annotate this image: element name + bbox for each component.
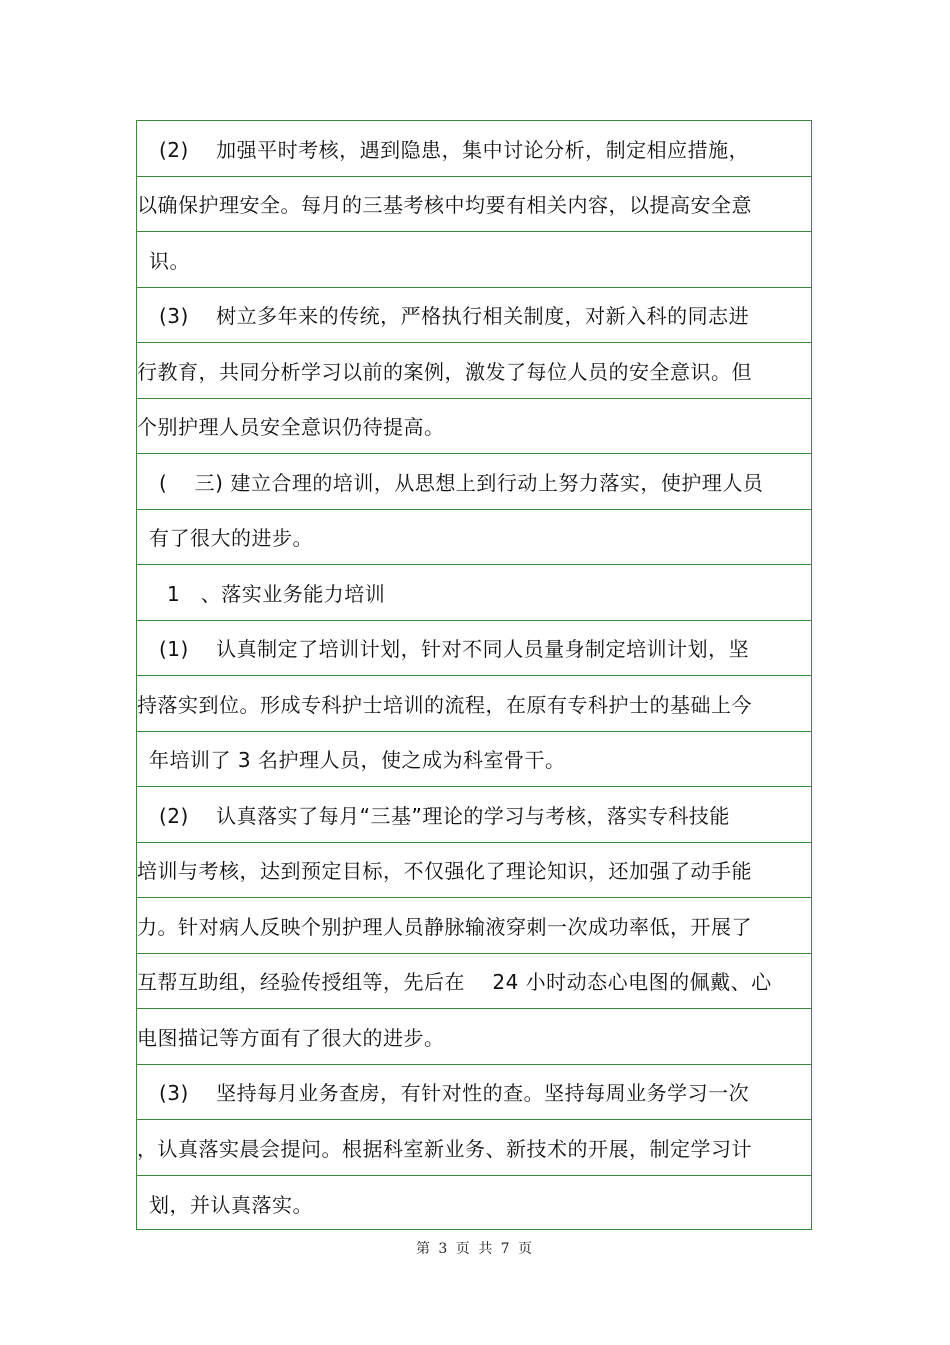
table-row (137, 1120, 811, 1176)
table-row (137, 1065, 811, 1121)
table-row (137, 510, 811, 566)
row-text: 划，并认真落实。 (149, 1192, 313, 1217)
row-text: (2) 认真落实了每月“三基”理论的学习与考核，落实专科技能 (159, 803, 730, 828)
table-row (137, 732, 811, 788)
row-text: 个别护理人员安全意识仍待提高。 (137, 415, 445, 440)
table-row (137, 676, 811, 732)
table-row (137, 621, 811, 677)
row-text: 有了很大的进步。 (149, 526, 313, 551)
table-row (137, 898, 811, 954)
row-text: (3) 树立多年来的传统，严格执行相关制度，对新入科的同志进 (159, 304, 750, 329)
row-text: (2) 加强平时考核，遇到隐患，集中讨论分析，制定相应措施， (159, 137, 750, 162)
table-row (137, 954, 811, 1010)
table-row (137, 343, 811, 399)
row-text: 互帮互助组，经验传授组等，先后在 24 小时动态心电图的佩戴、心 (137, 970, 772, 995)
row-text: 行教育，共同分析学习以前的案例，激发了每位人员的安全意识。但 (137, 359, 752, 384)
row-text: ( 三) 建立合理的培训，从思想上到行动上努力落实，使护理人员 (159, 470, 764, 495)
table-row (137, 787, 811, 843)
row-text: 持落实到位。形成专科护士培训的流程，在原有专科护士的基础上今 (137, 692, 752, 717)
table-row (137, 454, 811, 510)
row-text: 电图描记等方面有了很大的进步。 (137, 1025, 445, 1050)
table-row (137, 1176, 811, 1232)
row-text: (1) 认真制定了培训计划，针对不同人员量身制定培训计划，坚 (159, 637, 750, 662)
table-row (137, 843, 811, 899)
table-row (137, 232, 811, 288)
row-text: 识。 (149, 248, 190, 273)
page-footer: 第 3 页 共 7 页 (415, 1241, 535, 1257)
row-text: 力。针对病人反映个别护理人员静脉输液穿刺一次成功率低，开展了 (137, 914, 752, 939)
table-row (137, 1009, 811, 1065)
row-text: 年培训了 3 名护理人员，使之成为科室骨干。 (149, 748, 566, 773)
document-table (136, 120, 812, 1230)
table-row (137, 565, 811, 621)
row-text: 1 、落实业务能力培训 (167, 581, 386, 606)
row-text: (3) 坚持每月业务查房，有针对性的查。坚持每周业务学习一次 (159, 1081, 750, 1106)
row-text: 培训与考核，达到预定目标，不仅强化了理论知识，还加强了动手能 (137, 859, 752, 884)
table-row (137, 399, 811, 455)
table-row (137, 121, 811, 177)
row-text: ，认真落实晨会提问。根据科室新业务、新技术的开展，制定学习计 (137, 1136, 752, 1161)
table-row (137, 177, 811, 233)
table-row (137, 288, 811, 344)
row-text: 以确保护理安全。每月的三基考核中均要有相关内容，以提高安全意 (137, 193, 752, 218)
